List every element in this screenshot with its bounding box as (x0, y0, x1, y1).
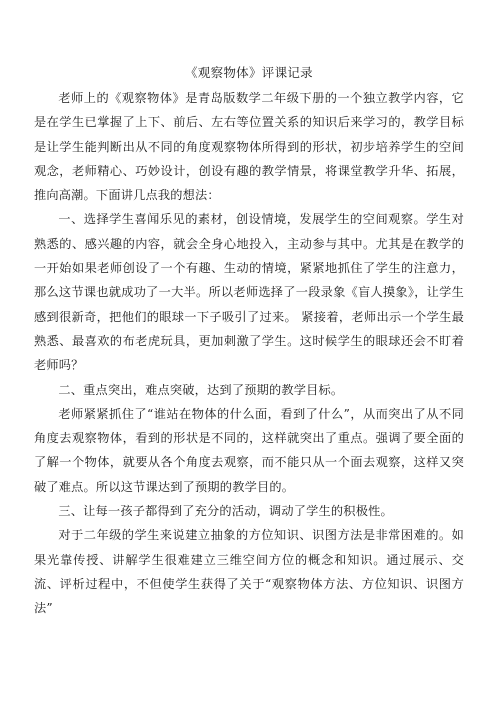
document-title: 《观察物体》评课记录 (184, 65, 313, 80)
paragraph-intro: 老师上的《观察物体》是青岛版数学二年级下册的一个独立教学内容，它是在学生已掌握了上下、前后、左右等位置关系的知识后来学习的，教学目标是让学生能判断出从不同的角度观察物体所得到的形状，初步培养学生的空间观念，老师精心、巧妙设计，创设有趣的教学情景，将课堂教学升华、拓展，推向高潮。下面讲几点我的想法： (34, 91, 464, 203)
paragraph-point-three-body: 对于二年级的学生来说建立抽象的方位知识、识图方法是非常困难的。如果光靠传授、讲解学生很难建立三维空间方位的概念和知识。通过展示、交流、评析过程中，不但使学生获得了关于“观察物体方法、方位知识、识图方法” (34, 528, 464, 616)
document-page (34, 64, 464, 621)
paragraph-point-one: 一、选择学生喜闻乐见的素材，创设情境，发展学生的空间观察。学生对熟悉的、感兴趣的内容，就会全身心地投入，主动参与其中。尤其是在教学的一开始如果老师创设了一个有趣、生动的情境，紧紧地抓住了学生的注意力，那么这节课也就成功了一大半。所以老师选择了一段录象《盲人摸象》，让学生感到很新奇，把他们的眼球一下子吸引了过来。 紧接着，老师出示一个学生最熟悉、最喜欢的布老虎玩具，更加刺激了学生。这时候学生的眼球还会不盯着老师吗？ (34, 212, 464, 373)
paragraph-point-two-body: 老师紧紧抓住了“谁站在物体的什么面，看到了什么”，从而突出了从不同角度去观察物体，看到的形状是不同的，这样就突出了重点。强调了要全面的了解一个物体，就要从各个角度去观察，而不能只从一个面去观察，这样又突破了难点。所以这节课达到了预期的教学目的。 (34, 406, 464, 494)
paragraph-point-two-heading: 二、重点突出，难点突破，达到了预期的教学目标。 (58, 382, 344, 397)
paragraph-point-three-heading: 三、让每一孩子都得到了充分的活动，调动了学生的积极性。 (58, 504, 393, 519)
